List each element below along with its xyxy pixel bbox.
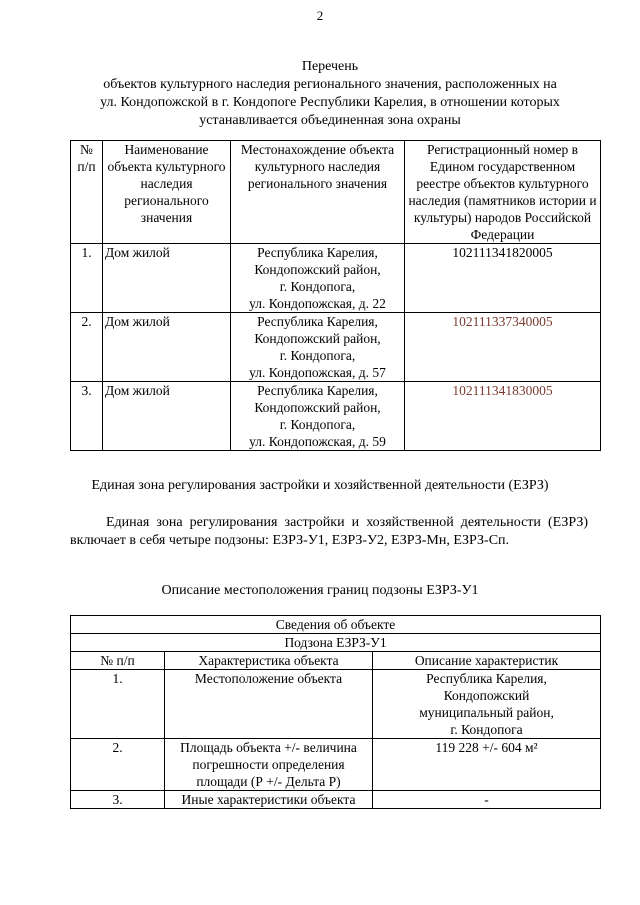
table-caption: Сведения об объекте [71,616,601,634]
location-line: Республика Карелия, [257,245,378,260]
row-location [231,244,405,313]
header-num: № п/п [71,652,165,670]
row-num: 1. [71,244,103,313]
row-name: Дом жилой [103,313,231,382]
header-description: Описание характеристик [373,652,601,670]
row-characteristic: Местоположение объекта [165,670,373,739]
row-location [231,382,405,451]
location-line: ул. Кондопожская, д. 22 [249,296,386,311]
header-characteristic: Характеристика объекта [165,652,373,670]
row-registration: 102111337340005 [405,313,601,382]
location-line: г. Кондопога, [279,348,356,363]
table-caption-row [71,616,601,634]
characteristic-line: погрешности определения [192,757,345,772]
table-header-row [71,141,601,244]
row-location [231,313,405,382]
location-line: Кондопожский район, [254,400,381,415]
description-line: Республика Карелия, [426,671,547,686]
description-title: Описание местоположения границ подзоны ЕЗРЗ-У1 [161,583,479,598]
table-row [71,313,601,382]
body-paragraph: Единая зона регулирования застройки и хозяйственной деятельности (ЕЗРЗ) включает в себя четыре подзоны: ЕЗРЗ-У1, ЕЗРЗ-У2, ЕЗРЗ-Мн, ЕЗРЗ-Сп. [70,515,588,548]
description-line: муниципальный район, [419,705,554,720]
table-row [71,244,601,313]
characteristic-line: площади (Р +/- Дельта Р) [196,774,341,789]
row-description: - [373,791,601,809]
list-title-line: ул. Кондопожской в г. Кондопоге Республики Карелия, в отношении которых [100,95,560,110]
list-title-line: Перечень [301,59,359,74]
table-subcaption: Подзона ЕЗРЗ-У1 [71,634,601,652]
location-line: ул. Кондопожская, д. 57 [249,365,386,380]
description-line: г. Кондопога [450,722,523,737]
location-line: г. Кондопога, [279,417,356,432]
row-name: Дом жилой [103,382,231,451]
row-name: Дом жилой [103,244,231,313]
row-num: 2. [71,739,165,791]
list-title-line: объектов культурного наследия регионального значения, расположенных на [103,77,557,92]
location-line: Кондопожский район, [254,331,381,346]
row-num: 3. [71,382,103,451]
table-subcaption-row [71,634,601,652]
list-title-line: устанавливается объединенная зона охраны [199,113,461,128]
header-location: Местонахождение объекта культурного наследия регионального значения [231,141,405,244]
section-title: Единая зона регулирования застройки и хозяйственной деятельности (ЕЗРЗ) [91,478,549,493]
table-header-row [71,652,601,670]
location-line: г. Кондопога, [279,279,356,294]
row-num: 1. [71,670,165,739]
row-registration: 102111341820005 [405,244,601,313]
location-line: Республика Карелия, [257,383,378,398]
heritage-objects-table [70,140,601,451]
row-characteristic [165,739,373,791]
header-num: № п/п [71,141,103,244]
list-title [70,58,590,130]
location-line: Республика Карелия, [257,314,378,329]
location-line: ул. Кондопожская, д. 59 [249,434,386,449]
page-number: 2 [316,8,324,23]
row-num: 2. [71,313,103,382]
row-description [373,670,601,739]
header-registration: Регистрационный номер в Едином государственном реестре объектов культурного наследия (памятников истории и культуры) народов Российской Федерации [405,141,601,244]
description-line: Кондопожский [443,688,530,703]
table-row [71,382,601,451]
zone-info-table [70,615,601,809]
row-registration: 102111341830005 [405,382,601,451]
table-row [71,670,601,739]
table-row [71,791,601,809]
table-row [71,739,601,791]
row-description: 119 228 +/- 604 м² [373,739,601,791]
location-line: Кондопожский район, [254,262,381,277]
row-num: 3. [71,791,165,809]
row-characteristic: Иные характеристики объекта [165,791,373,809]
header-name: Наименование объекта культурного наследия регионального значения [103,141,231,244]
characteristic-line: Площадь объекта +/- величина [180,740,357,755]
